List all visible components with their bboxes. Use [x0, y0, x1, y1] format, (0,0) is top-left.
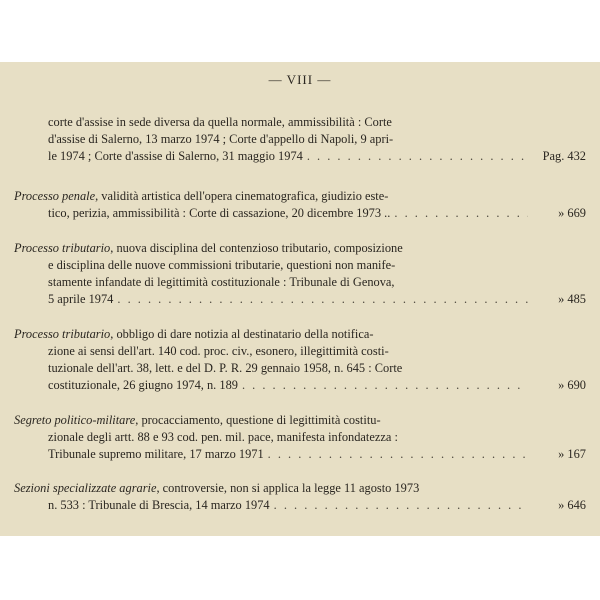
- page-reference: Pag. 432: [542, 149, 586, 163]
- page-reference: » 690: [558, 378, 586, 392]
- entry-text: Tribunale supremo militare, 17 marzo 1971: [48, 447, 264, 461]
- entry-first-line: [14, 240, 586, 257]
- entry-text: , validità artistica dell'opera cinematografica, giudizio este-: [95, 189, 389, 203]
- entry-last-line: [14, 446, 586, 463]
- page-reference: » 485: [558, 292, 586, 306]
- page-number-header: — VIII —: [268, 72, 332, 87]
- index-entry: [14, 480, 586, 514]
- book-page: [0, 62, 600, 536]
- entry-first-line: [14, 188, 586, 205]
- entry-subject: Segreto politico-militare: [14, 413, 136, 427]
- entry-line: zione ai sensi dell'art. 140 cod. proc. civ., esonero, illegittimità costi-: [48, 344, 389, 358]
- index-entry: [14, 240, 586, 308]
- entry-last-line: [14, 377, 586, 394]
- entry-last-line: [14, 291, 586, 308]
- index-entry: [14, 188, 586, 222]
- entry-line: e disciplina delle nuove commissioni tributarie, questioni non manife-: [48, 258, 396, 272]
- leader-dots: [274, 497, 528, 514]
- entry-text: n. 533 : Tribunale di Brescia, 14 marzo 1974: [48, 498, 270, 512]
- entry-last-line: [14, 148, 586, 165]
- leader-dots: [268, 446, 528, 463]
- leader-dots: [117, 291, 528, 308]
- leader-dots: [242, 377, 528, 394]
- page-reference: » 669: [558, 206, 586, 220]
- page-reference: » 646: [558, 498, 586, 512]
- entry-text: , obbligo di dare notizia al destinatario della notifica-: [110, 327, 374, 341]
- entry-subject: Processo tributario: [14, 327, 111, 341]
- entry-first-line: [14, 326, 586, 343]
- entry-text: , procacciamento, questione di legittimità costitu-: [135, 413, 381, 427]
- entry-subject: Processo tributario: [14, 241, 111, 255]
- index-entry: [14, 326, 586, 394]
- entry-subject: Processo penale: [14, 189, 96, 203]
- leader-dots: [394, 205, 528, 222]
- entry-text: , controversie, non si applica la legge 11 agosto 1973: [156, 481, 420, 495]
- entry-line: zionale degli artt. 88 e 93 cod. pen. mil. pace, manifesta infondatezza :: [48, 430, 398, 444]
- entry-text: tico, perizia, ammissibilità : Corte di cassazione, 20 dicembre 1973 ..: [48, 206, 391, 220]
- index-entry: [14, 412, 586, 463]
- entry-text: le 1974 ; Corte d'assise di Salerno, 31 maggio 1974: [48, 149, 303, 163]
- index-entry: [14, 114, 586, 165]
- entry-line: stamente infandate di legittimità costituzionale : Tribunale di Genova,: [48, 275, 395, 289]
- entry-subject: Sezioni specializzate agrarie: [14, 481, 157, 495]
- entry-text: 5 aprile 1974: [48, 292, 114, 306]
- entry-last-line: [14, 497, 586, 514]
- page-reference: » 167: [558, 447, 586, 461]
- leader-dots: [307, 148, 528, 165]
- entry-line: corte d'assise in sede diversa da quella normale, ammissibilità : Corte: [48, 115, 392, 129]
- entry-line: tuzionale dell'art. 38, lett. e del D. P. R. 29 gennaio 1958, n. 645 : Corte: [48, 361, 403, 375]
- entry-first-line: [14, 412, 586, 429]
- entry-text: , nuova disciplina del contenzioso tributario, composizione: [110, 241, 403, 255]
- entry-text: costituzionale, 26 giugno 1974, n. 189: [48, 378, 238, 392]
- entry-last-line: [14, 205, 586, 222]
- entry-first-line: [14, 480, 586, 497]
- entry-line: d'assise di Salerno, 13 marzo 1974 ; Corte d'appello di Napoli, 9 apri-: [48, 132, 394, 146]
